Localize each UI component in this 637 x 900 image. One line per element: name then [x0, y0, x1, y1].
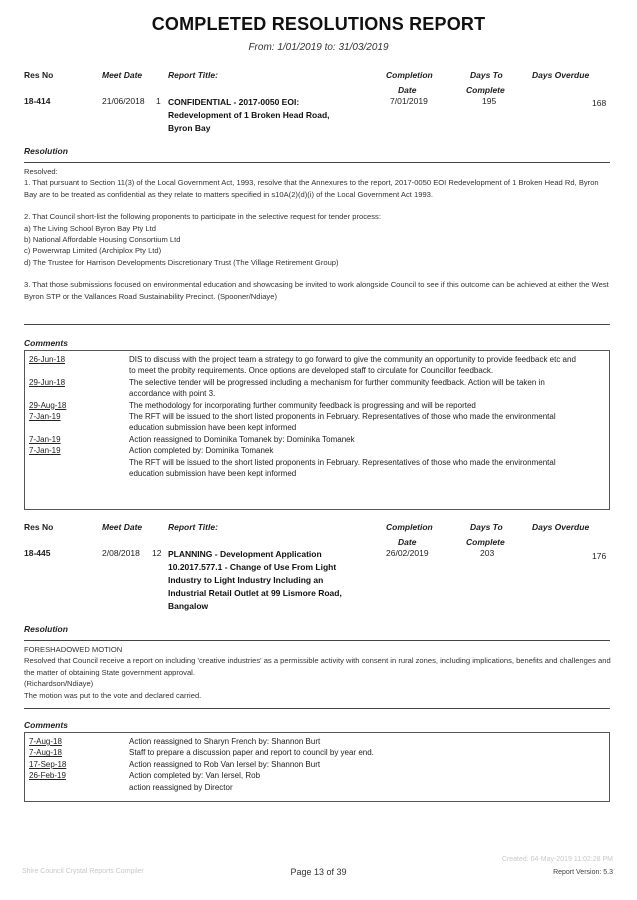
item-no: 1 — [156, 96, 161, 106]
comment-date: 26-Jun-18 — [29, 355, 66, 364]
comment-row — [25, 400, 609, 411]
col-report-title: Report Title: — [168, 70, 218, 80]
divider — [24, 640, 610, 641]
comment-date: 17-Sep-18 — [29, 759, 67, 769]
col-days-to: Days To — [470, 522, 503, 532]
resolution-text — [24, 644, 612, 701]
comment-text: Action completed by: Dominika Tomanek The RFT will be issued to the short listed proponents in February. Representatives of those who made the environmental education submission have been kept informed — [129, 446, 556, 479]
resolution-line: b) National Affordable Housing Consortium Ltd — [24, 235, 181, 245]
comment-text: Action completed by: Van Iersel, Rob action reassigned by Director — [129, 771, 261, 792]
resolution-label: Resolution — [24, 146, 68, 156]
comment-text: Action reassigned to Rob Van Iersel by: Shannon Burt — [129, 759, 321, 769]
days-overdue: 176 — [592, 551, 607, 561]
resolution-line: (Richardson/Ndiaye) — [24, 679, 94, 689]
col-days-overdue: Days Overdue — [532, 70, 590, 80]
report-date-range: From: 1/01/2019 to: 31/03/2019 — [248, 42, 389, 53]
col-completion-date: Date — [398, 85, 417, 95]
footer-created: Created: 04-May-2019 11:02:28 PM — [501, 856, 613, 863]
col-completion: Completion — [386, 522, 433, 532]
comment-text: The methodology for incorporating further community feedback is progressing and will be reported — [129, 400, 476, 410]
meet-date: 2/08/2018 — [102, 548, 140, 558]
col-completion-date: Date — [398, 537, 417, 547]
col-res-no: Res No — [24, 70, 54, 80]
col-complete: Complete — [466, 85, 505, 95]
comment-date: 7-Aug-18 — [29, 748, 62, 758]
resolution-line: 3. That those submissions focused on environmental education and showcasing be invited to work alongside Council to see if this outcome can be achieved at either the West Byron STP or the Vallances Road Sustainability Precinct. (Spooner/Ndiaye) — [24, 280, 609, 301]
col-res-no: Res No — [24, 522, 54, 532]
page-number: Page 13 of 39 — [290, 867, 347, 877]
comment-date: 29-Aug-18 — [29, 400, 67, 410]
days-to-complete: 203 — [480, 548, 495, 558]
divider — [24, 708, 610, 709]
comment-row — [25, 445, 609, 479]
col-meet-date: Meet Date — [102, 522, 143, 532]
report-title: COMPLETED RESOLUTIONS REPORT — [151, 14, 486, 34]
item-no: 12 — [152, 548, 162, 558]
resolution-line: 2. That Council short-list the following proponents to participate in the selective request for tender process: — [24, 212, 381, 222]
comment-date: 26-Feb-19 — [29, 771, 66, 781]
comment-date: 7-Jan-19 — [29, 446, 61, 456]
resolution-text — [24, 166, 612, 302]
col-completion: Completion — [386, 70, 433, 80]
resolution-line: FORESHADOWED MOTION — [24, 645, 123, 654]
footer-left-text: Shire Council Crystal Reports Compiler — [22, 868, 144, 875]
comment-date: 29-Jun-18 — [29, 377, 66, 387]
res-no: 18-414 — [24, 96, 51, 106]
divider — [24, 162, 610, 163]
col-days-to: Days To — [470, 70, 503, 80]
resolution-line: Resolved that Council receive a report on including 'creative industries' as a permissible activity with consent in rural zones, including implications, benefits and challenges and the matter of obtaining State government approval. — [24, 656, 611, 677]
comment-row — [25, 377, 609, 400]
resolution-line: 1. That pursuant to Section 11(3) of the Local Government Act, 1993, resolve that the Annexures to the report, 2017-0050 EOI Redevelopment of 1 Broken Head Rd, Byron Bay are to be treated as confidential as they relate to matters specified in s10A(2)(d)(i) of the Local Government Act 1993. — [24, 178, 599, 199]
comment-text: The RFT will be issued to the short listed proponents in February. Representatives of those who made the environmental education submission have been kept informed — [129, 412, 556, 433]
report-version: Report Version: 5.3 — [553, 869, 613, 876]
completion-date: 7/01/2019 — [390, 96, 428, 106]
completion-date: 26/02/2019 — [386, 548, 429, 558]
comment-row — [25, 747, 609, 758]
comment-date: 7-Jan-19 — [29, 412, 61, 422]
comment-row — [25, 411, 609, 434]
days-to-complete: 195 — [482, 96, 497, 106]
resolution-label: Resolution — [24, 624, 68, 634]
comments-label: Comments — [24, 338, 68, 348]
resolution-line: c) Powerwrap Limited (Archiplox Pty Ltd) — [24, 246, 162, 256]
comment-row — [25, 736, 609, 747]
report-item-title: CONFIDENTIAL - 2017-0050 EOI: Redevelopment of 1 Broken Head Road, Byron Bay — [168, 97, 330, 133]
resolution-line: The motion was put to the vote and declared carried. — [24, 690, 202, 700]
divider — [24, 324, 610, 325]
comment-row — [25, 354, 609, 377]
days-overdue: 168 — [592, 98, 607, 108]
comment-date: 7-Jan-19 — [29, 434, 61, 444]
resolution-line: Resolved: — [24, 167, 58, 176]
comment-row — [25, 434, 609, 445]
col-complete: Complete — [466, 537, 505, 547]
comment-text: The selective tender will be progressed including a mechanism for further community feedback. Action will be taken in accordance with point 3. — [129, 377, 545, 399]
col-days-overdue: Days Overdue — [532, 522, 590, 532]
resolution-line: a) The Living School Byron Bay Pty Ltd — [24, 223, 156, 233]
comment-row — [25, 759, 609, 770]
comment-row — [25, 770, 609, 793]
meet-date: 21/06/2018 — [102, 96, 145, 106]
comments-box — [24, 732, 610, 802]
comment-text: Action reassigned to Dominika Tomanek by: Dominika Tomanek — [129, 434, 355, 444]
col-meet-date: Meet Date — [102, 70, 143, 80]
comments-label: Comments — [24, 720, 68, 730]
resolution-line: d) The Trustee for Harrison Developments Discretionary Trust (The Village Retirement Group) — [24, 257, 339, 267]
comment-text: Staff to prepare a discussion paper and report to council by year end. — [129, 748, 374, 758]
report-item-title: PLANNING - Development Application 10.2017.577.1 - Change of Use From Light Industry to Light Industry Including an Industrial Retail Outlet at 99 Lismore Road, Bangalow — [168, 549, 342, 611]
comment-date: 7-Aug-18 — [29, 737, 62, 746]
comment-text: Action reassigned to Sharyn French by: Shannon Burt — [129, 737, 321, 746]
comments-box — [24, 350, 610, 510]
col-report-title: Report Title: — [168, 522, 218, 532]
res-no: 18-445 — [24, 548, 51, 558]
comment-text: DIS to discuss with the project team a strategy to go forward to give the community an opportunity to provide feedback etc and to meet the probity requirements. Once options are developed staff to circulate for Councillor feedback. — [129, 355, 576, 376]
